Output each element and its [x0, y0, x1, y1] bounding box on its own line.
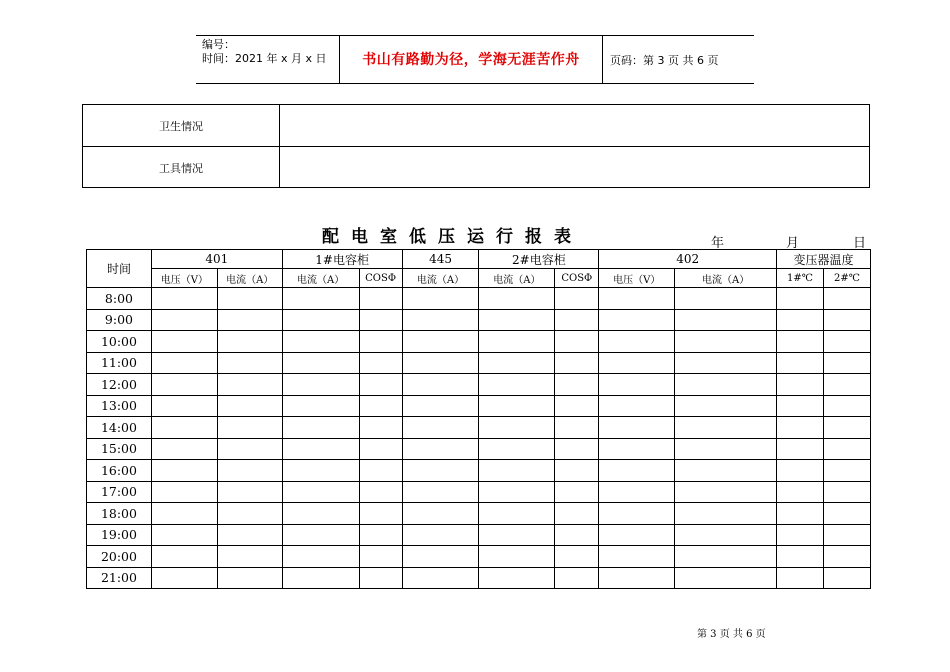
- reading-cell[interactable]: [282, 288, 359, 310]
- reading-cell[interactable]: [359, 481, 402, 503]
- status-table: [82, 104, 870, 188]
- reading-cell[interactable]: [675, 352, 777, 374]
- reading-cell[interactable]: [599, 524, 675, 546]
- reading-cell[interactable]: [555, 331, 599, 353]
- reading-cell[interactable]: [282, 331, 359, 353]
- reading-cell[interactable]: [823, 524, 870, 546]
- group-header: 2#电容柜: [479, 250, 599, 269]
- table-row: [87, 481, 871, 503]
- reading-cell[interactable]: [479, 331, 555, 353]
- reading-cell[interactable]: [777, 309, 824, 331]
- group-header: 1#电容柜: [282, 250, 402, 269]
- reading-cell[interactable]: [675, 546, 777, 568]
- reading-cell[interactable]: [777, 546, 824, 568]
- reading-cell[interactable]: [402, 438, 479, 460]
- reading-cell[interactable]: [217, 395, 282, 417]
- reading-cell[interactable]: [402, 309, 479, 331]
- reading-cell[interactable]: [675, 481, 777, 503]
- reading-cell[interactable]: [675, 438, 777, 460]
- reading-cell[interactable]: [555, 546, 599, 568]
- reading-cell[interactable]: [777, 352, 824, 374]
- group-header: 402: [599, 250, 777, 269]
- reading-cell[interactable]: [359, 309, 402, 331]
- subheader: 电流（A）: [479, 269, 555, 288]
- reading-cell[interactable]: [402, 481, 479, 503]
- time-cell: 11:00: [87, 352, 152, 374]
- time-cell: 9:00: [87, 309, 152, 331]
- reading-cell[interactable]: [402, 352, 479, 374]
- reading-cell[interactable]: [777, 460, 824, 482]
- reading-cell[interactable]: [555, 288, 599, 310]
- reading-cell[interactable]: [599, 438, 675, 460]
- reading-cell[interactable]: [599, 374, 675, 396]
- group-header: 变压器温度: [777, 250, 871, 269]
- reading-cell[interactable]: [217, 309, 282, 331]
- reading-cell[interactable]: [402, 417, 479, 439]
- reading-cell[interactable]: [151, 524, 217, 546]
- reading-cell[interactable]: [359, 503, 402, 525]
- table-row: [87, 288, 871, 310]
- page-footer: 第 3 页 共 6 页: [697, 629, 766, 640]
- reading-cell[interactable]: [217, 288, 282, 310]
- table-row: [87, 331, 871, 353]
- reading-cell[interactable]: [823, 460, 870, 482]
- header-page-label: 页码：第 3 页 共 6 页: [610, 54, 719, 67]
- group-header-row: [87, 250, 871, 269]
- report-table: [86, 249, 871, 589]
- reading-cell[interactable]: [555, 481, 599, 503]
- reading-cell[interactable]: [217, 460, 282, 482]
- reading-cell[interactable]: [823, 503, 870, 525]
- time-cell: 20:00: [87, 546, 152, 568]
- reading-cell[interactable]: [217, 438, 282, 460]
- reading-cell[interactable]: [479, 481, 555, 503]
- reading-cell[interactable]: [675, 503, 777, 525]
- reading-cell[interactable]: [555, 438, 599, 460]
- reading-cell[interactable]: [151, 331, 217, 353]
- reading-cell[interactable]: [402, 460, 479, 482]
- reading-cell[interactable]: [402, 567, 479, 589]
- reading-cell[interactable]: [402, 524, 479, 546]
- subheader: 电流（A）: [282, 269, 359, 288]
- table-row: [87, 417, 871, 439]
- reading-cell[interactable]: [359, 352, 402, 374]
- reading-cell[interactable]: [555, 503, 599, 525]
- table-row: [87, 460, 871, 482]
- status-row-tools: [83, 146, 869, 188]
- reading-cell[interactable]: [402, 288, 479, 310]
- date-month-label: 月: [786, 236, 800, 251]
- reading-cell[interactable]: [282, 503, 359, 525]
- reading-cell[interactable]: [599, 395, 675, 417]
- group-header: 445: [402, 250, 479, 269]
- time-cell: 21:00: [87, 567, 152, 589]
- reading-cell[interactable]: [599, 417, 675, 439]
- reading-cell[interactable]: [282, 546, 359, 568]
- reading-cell[interactable]: [777, 395, 824, 417]
- reading-cell[interactable]: [555, 352, 599, 374]
- reading-cell[interactable]: [777, 524, 824, 546]
- subheader: 2#℃: [823, 269, 870, 288]
- reading-cell[interactable]: [151, 288, 217, 310]
- reading-cell[interactable]: [555, 567, 599, 589]
- group-header: 401: [151, 250, 282, 269]
- reading-cell[interactable]: [282, 524, 359, 546]
- reading-cell[interactable]: [359, 395, 402, 417]
- reading-cell[interactable]: [777, 567, 824, 589]
- reading-cell[interactable]: [479, 374, 555, 396]
- reading-cell[interactable]: [151, 567, 217, 589]
- date-year-label: 年: [711, 236, 725, 251]
- reading-cell[interactable]: [479, 288, 555, 310]
- reading-cell[interactable]: [599, 481, 675, 503]
- reading-cell[interactable]: [599, 331, 675, 353]
- reading-cell[interactable]: [282, 352, 359, 374]
- reading-cell[interactable]: [599, 567, 675, 589]
- reading-cell[interactable]: [675, 460, 777, 482]
- reading-cell[interactable]: [359, 417, 402, 439]
- reading-cell[interactable]: [402, 395, 479, 417]
- time-cell: 12:00: [87, 374, 152, 396]
- time-cell: 19:00: [87, 524, 152, 546]
- reading-cell[interactable]: [151, 460, 217, 482]
- reading-cell[interactable]: [479, 567, 555, 589]
- header-divider-right: [602, 35, 603, 84]
- reading-cell[interactable]: [402, 546, 479, 568]
- header-bottom-rule: [196, 83, 754, 84]
- status-row-hygiene: [83, 105, 869, 146]
- table-row: [87, 309, 871, 331]
- subheader: COSΦ: [555, 269, 599, 288]
- reading-cell[interactable]: [282, 438, 359, 460]
- subheader: 电流（A）: [402, 269, 479, 288]
- status-label: 工具情况: [83, 147, 280, 188]
- reading-cell[interactable]: [675, 288, 777, 310]
- subheader: COSΦ: [359, 269, 402, 288]
- reading-cell[interactable]: [217, 503, 282, 525]
- reading-cell[interactable]: [217, 524, 282, 546]
- reading-cell[interactable]: [675, 395, 777, 417]
- reading-cell[interactable]: [479, 438, 555, 460]
- reading-cell[interactable]: [777, 374, 824, 396]
- reading-cell[interactable]: [217, 331, 282, 353]
- reading-cell[interactable]: [479, 417, 555, 439]
- reading-cell[interactable]: [823, 481, 870, 503]
- reading-cell[interactable]: [599, 460, 675, 482]
- reading-cell[interactable]: [282, 309, 359, 331]
- reading-cell[interactable]: [555, 374, 599, 396]
- reading-cell[interactable]: [359, 567, 402, 589]
- reading-cell[interactable]: [151, 374, 217, 396]
- subheader: 1#℃: [777, 269, 824, 288]
- reading-cell[interactable]: [823, 309, 870, 331]
- date-day-label: 日: [853, 236, 867, 251]
- header-motto: 书山有路勤为径，学海无涯苦作舟: [362, 52, 580, 68]
- reading-cell[interactable]: [282, 567, 359, 589]
- table-row: [87, 524, 871, 546]
- subheader: 电流（A）: [675, 269, 777, 288]
- reading-cell[interactable]: [359, 546, 402, 568]
- time-cell: 8:00: [87, 288, 152, 310]
- reading-cell[interactable]: [151, 503, 217, 525]
- reading-cell[interactable]: [555, 460, 599, 482]
- reading-cell[interactable]: [823, 288, 870, 310]
- time-cell: 10:00: [87, 331, 152, 353]
- reading-cell[interactable]: [823, 438, 870, 460]
- reading-cell[interactable]: [555, 524, 599, 546]
- reading-cell[interactable]: [359, 524, 402, 546]
- reading-cell[interactable]: [282, 395, 359, 417]
- reading-cell[interactable]: [479, 309, 555, 331]
- reading-cell[interactable]: [151, 309, 217, 331]
- reading-cell[interactable]: [359, 438, 402, 460]
- time-cell: 18:00: [87, 503, 152, 525]
- reading-cell[interactable]: [282, 460, 359, 482]
- reading-cell[interactable]: [777, 288, 824, 310]
- reading-cell[interactable]: [479, 524, 555, 546]
- subheader: 电流（A）: [217, 269, 282, 288]
- reading-cell[interactable]: [555, 417, 599, 439]
- reading-cell[interactable]: [675, 524, 777, 546]
- table-row: [87, 352, 871, 374]
- reading-cell[interactable]: [217, 481, 282, 503]
- reading-cell[interactable]: [151, 395, 217, 417]
- reading-cell[interactable]: [599, 546, 675, 568]
- reading-cell[interactable]: [359, 460, 402, 482]
- status-label: 卫生情况: [83, 105, 280, 146]
- reading-cell[interactable]: [217, 546, 282, 568]
- time-cell: 17:00: [87, 481, 152, 503]
- reading-cell[interactable]: [599, 309, 675, 331]
- reading-cell[interactable]: [479, 503, 555, 525]
- reading-cell[interactable]: [402, 374, 479, 396]
- time-cell: 16:00: [87, 460, 152, 482]
- reading-cell[interactable]: [151, 546, 217, 568]
- reading-cell[interactable]: [555, 395, 599, 417]
- reading-cell[interactable]: [823, 331, 870, 353]
- reading-cell[interactable]: [555, 309, 599, 331]
- reading-cell[interactable]: [151, 352, 217, 374]
- reading-cell[interactable]: [282, 374, 359, 396]
- subheader: 电压（V）: [151, 269, 217, 288]
- reading-cell[interactable]: [359, 374, 402, 396]
- header-meta: [202, 38, 327, 66]
- reading-cell[interactable]: [282, 481, 359, 503]
- time-cell: 15:00: [87, 438, 152, 460]
- reading-cell[interactable]: [777, 331, 824, 353]
- subheader-row: [87, 269, 871, 288]
- reading-cell[interactable]: [823, 374, 870, 396]
- reading-cell[interactable]: [777, 481, 824, 503]
- reading-cell[interactable]: [479, 460, 555, 482]
- table-row: [87, 438, 871, 460]
- subheader: 电压（V）: [599, 269, 675, 288]
- table-row: [87, 567, 871, 589]
- document-time-label: 时间：2021 年 x 月 x 日: [202, 52, 327, 65]
- reading-cell[interactable]: [777, 438, 824, 460]
- table-row: [87, 395, 871, 417]
- reading-cell[interactable]: [151, 438, 217, 460]
- table-row: [87, 546, 871, 568]
- reading-cell[interactable]: [675, 567, 777, 589]
- reading-cell[interactable]: [479, 352, 555, 374]
- reading-cell[interactable]: [675, 309, 777, 331]
- reading-cell[interactable]: [599, 352, 675, 374]
- reading-cell[interactable]: [359, 331, 402, 353]
- reading-cell[interactable]: [675, 331, 777, 353]
- reading-cell[interactable]: [402, 331, 479, 353]
- reading-cell[interactable]: [151, 417, 217, 439]
- reading-cell[interactable]: [217, 374, 282, 396]
- reading-cell[interactable]: [777, 417, 824, 439]
- table-row: [87, 374, 871, 396]
- reading-cell[interactable]: [823, 352, 870, 374]
- reading-cell[interactable]: [823, 417, 870, 439]
- reading-cell[interactable]: [675, 417, 777, 439]
- reading-cell[interactable]: [217, 567, 282, 589]
- reading-cell[interactable]: [151, 481, 217, 503]
- reading-cell[interactable]: [599, 288, 675, 310]
- time-cell: 14:00: [87, 417, 152, 439]
- reading-cell[interactable]: [599, 503, 675, 525]
- time-cell: 13:00: [87, 395, 152, 417]
- reading-cell[interactable]: [823, 546, 870, 568]
- reading-cell[interactable]: [823, 567, 870, 589]
- reading-cell[interactable]: [217, 417, 282, 439]
- reading-cell[interactable]: [479, 395, 555, 417]
- reading-cell[interactable]: [402, 503, 479, 525]
- reading-cell[interactable]: [675, 374, 777, 396]
- report-title: 配电室低压运行报表: [322, 227, 583, 247]
- reading-cell[interactable]: [359, 288, 402, 310]
- reading-cell[interactable]: [823, 395, 870, 417]
- reading-cell[interactable]: [282, 417, 359, 439]
- table-row: [87, 503, 871, 525]
- reading-cell[interactable]: [479, 546, 555, 568]
- time-column-header: 时间: [87, 250, 152, 288]
- reading-cell[interactable]: [777, 503, 824, 525]
- reading-cell[interactable]: [217, 352, 282, 374]
- document-number-label: 编号：: [202, 38, 235, 51]
